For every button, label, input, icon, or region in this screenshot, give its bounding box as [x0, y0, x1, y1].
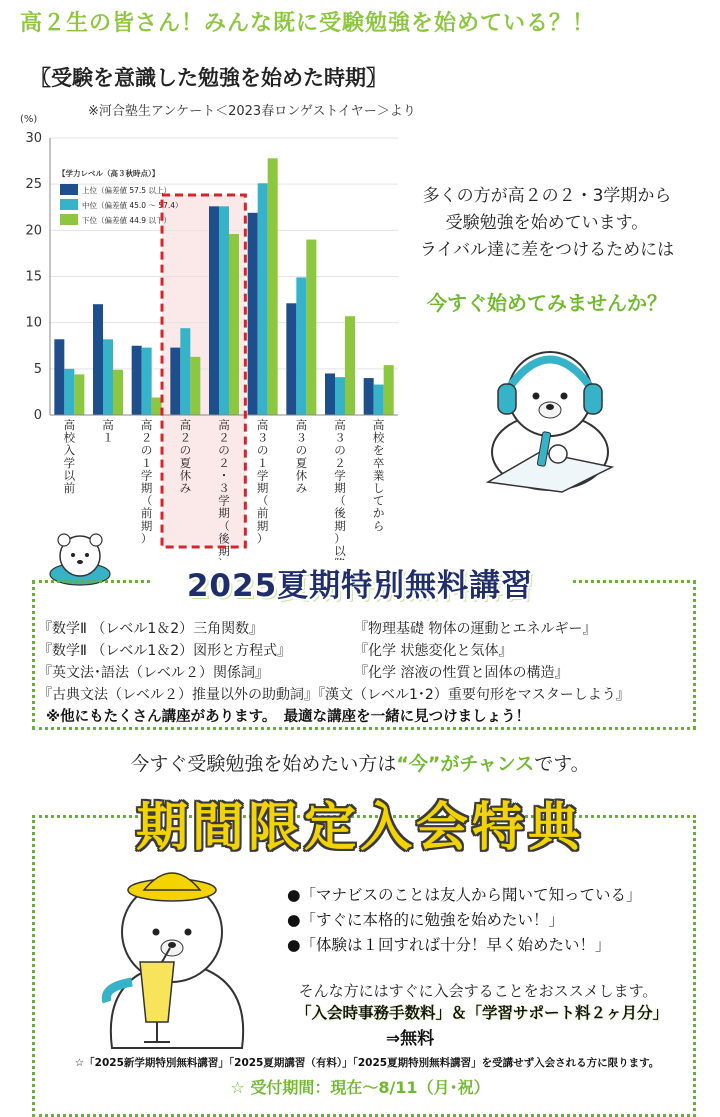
bar	[93, 304, 103, 415]
x-tick-label: 高２の夏休み	[179, 418, 192, 495]
chance-highlight: “今”がチャンス	[396, 753, 535, 775]
bar	[296, 277, 306, 415]
legend-swatch	[60, 184, 78, 195]
bar	[248, 213, 258, 415]
callout-line-2: 受験勉強を始めています。	[445, 213, 649, 233]
offer-bullet: ●「すぐに本格的に勉強を始めたい！」	[287, 911, 565, 929]
offer-exclusion: ☆「2025新学期特別無料講習」「2025夏期講習（有料）」「2025夏期特別無料講習」を受講せず入会される方に限ります。	[74, 1057, 660, 1069]
legend-label: 中位（偏差値 45.0 ～ 57.4）	[82, 201, 183, 210]
bar	[190, 357, 200, 415]
bear-drink-illustration	[82, 862, 272, 1048]
course-item: 『化学 状態変化と気体』	[354, 643, 513, 659]
offer-title: 期間限定入会特典	[135, 798, 584, 858]
bear-headphones-illustration	[470, 332, 630, 492]
bar	[229, 234, 239, 415]
offer-bullet: ●「体験は１回すれば十分！早く始めたい！」	[287, 936, 611, 954]
bar-chart	[0, 110, 400, 558]
offer-period: ☆ 受付期間：現在～8/11（月･祝）	[230, 1078, 490, 1097]
y-tick-label: 5	[33, 361, 42, 377]
chance-line	[0, 749, 720, 776]
y-tick-label: 15	[25, 269, 42, 285]
offer-fees: 「入会時事務手数料」＆「学習サポート料２ヶ月分」	[295, 1004, 668, 1022]
callout	[392, 183, 702, 264]
offer-recommend: そんな方にはすぐに入会することをおススメします。	[298, 982, 658, 1000]
bar	[325, 373, 335, 415]
chart-source: ※河合塾生アンケート＜2023春ロンゲストイヤー＞より	[88, 104, 416, 119]
callout-line-1: 多くの方が高２の２・3学期から	[422, 186, 672, 206]
x-tick-label: 高３の１学期（前期）	[256, 418, 269, 546]
bar	[335, 377, 345, 415]
bar	[364, 378, 374, 415]
legend-label: 上位（偏差値 57.5 以上）	[82, 186, 171, 195]
bar	[74, 374, 84, 415]
bar	[306, 240, 316, 415]
y-tick-label: 0	[33, 408, 42, 423]
y-tick-label: 10	[25, 315, 42, 331]
legend-label: 下位（偏差値 44.9 以下）	[82, 216, 171, 225]
chart-title: 〖受験を意識した勉強を始めた時期〗	[30, 66, 387, 90]
x-tick-label: 高３の２学期（後期）以	[334, 418, 346, 558]
course-note: ※他にもたくさん講座があります。 最適な講座を一緒に見つけましょう！	[46, 709, 531, 725]
headline: 高２生の皆さん！みんな既に受験勉強を始めている？！	[20, 11, 596, 36]
chance-after: です。	[534, 753, 590, 775]
bar	[286, 303, 296, 415]
bear-small-illustration	[42, 528, 120, 586]
y-tick-label: 25	[25, 177, 42, 193]
x-tick-label: 高２の１学期（前期）	[140, 418, 153, 546]
y-unit-label: (%)	[20, 114, 38, 125]
course-item: 『物理基礎 物体の運動とエネルギー』	[354, 621, 597, 637]
x-tick-label: 高２の２・３学期（後期	[218, 418, 230, 558]
x-tick-label: 高校を卒業してから	[372, 418, 385, 533]
bar	[219, 206, 229, 415]
y-tick-labels	[25, 131, 42, 423]
course-item: 『数学Ⅱ （レベル1＆2）三角関数』	[38, 621, 264, 637]
bar	[374, 385, 384, 415]
x-tick-label: 高校入学以前	[63, 418, 76, 495]
bar	[64, 369, 74, 415]
bar	[209, 206, 219, 415]
bar	[142, 348, 152, 415]
course-item: 『化学 溶液の性質と固体の構造』	[354, 665, 569, 681]
y-tick-label: 30	[25, 131, 42, 146]
bar	[258, 183, 268, 415]
course-item: 『英文法･語法（レベル２）関係詞』	[38, 665, 269, 681]
bar	[152, 397, 162, 415]
x-tick-label: 高３の夏休み	[295, 418, 308, 495]
y-tick-label: 20	[25, 223, 42, 239]
bar	[345, 316, 355, 415]
bar	[170, 348, 180, 415]
course-item: 『数学Ⅱ （レベル1＆2）図形と方程式』	[38, 643, 292, 659]
offer-bullet: ●「マナビスのことは友人から聞いて知っている」	[287, 886, 642, 904]
callout-emphasis: 今すぐ始めてみませんか？	[427, 291, 667, 315]
bar	[103, 339, 113, 415]
legend-swatch	[60, 214, 78, 225]
bar	[384, 365, 394, 415]
legend-swatch	[60, 199, 78, 210]
chance-before: 今すぐ受験勉強を始めたい方は	[130, 753, 397, 775]
legend-title: 【学力レベル（高３秋時点）】	[58, 169, 160, 178]
bar	[180, 328, 190, 415]
course-item-wide: 『古典文法（レベル２）推量以外の助動詞』『漢文（レベル1･2）重要句形をマスターしよう』	[38, 687, 630, 703]
bar	[54, 339, 64, 415]
bar	[132, 346, 142, 415]
x-tick-label: 高１	[102, 418, 114, 445]
offer-free: ⇒無料	[385, 1029, 435, 1049]
bar	[113, 370, 123, 415]
bar	[268, 158, 278, 415]
callout-line-3: ライバル達に差をつけるためには	[419, 240, 675, 260]
course-section-title: 2025夏期特別無料講習	[150, 560, 570, 605]
